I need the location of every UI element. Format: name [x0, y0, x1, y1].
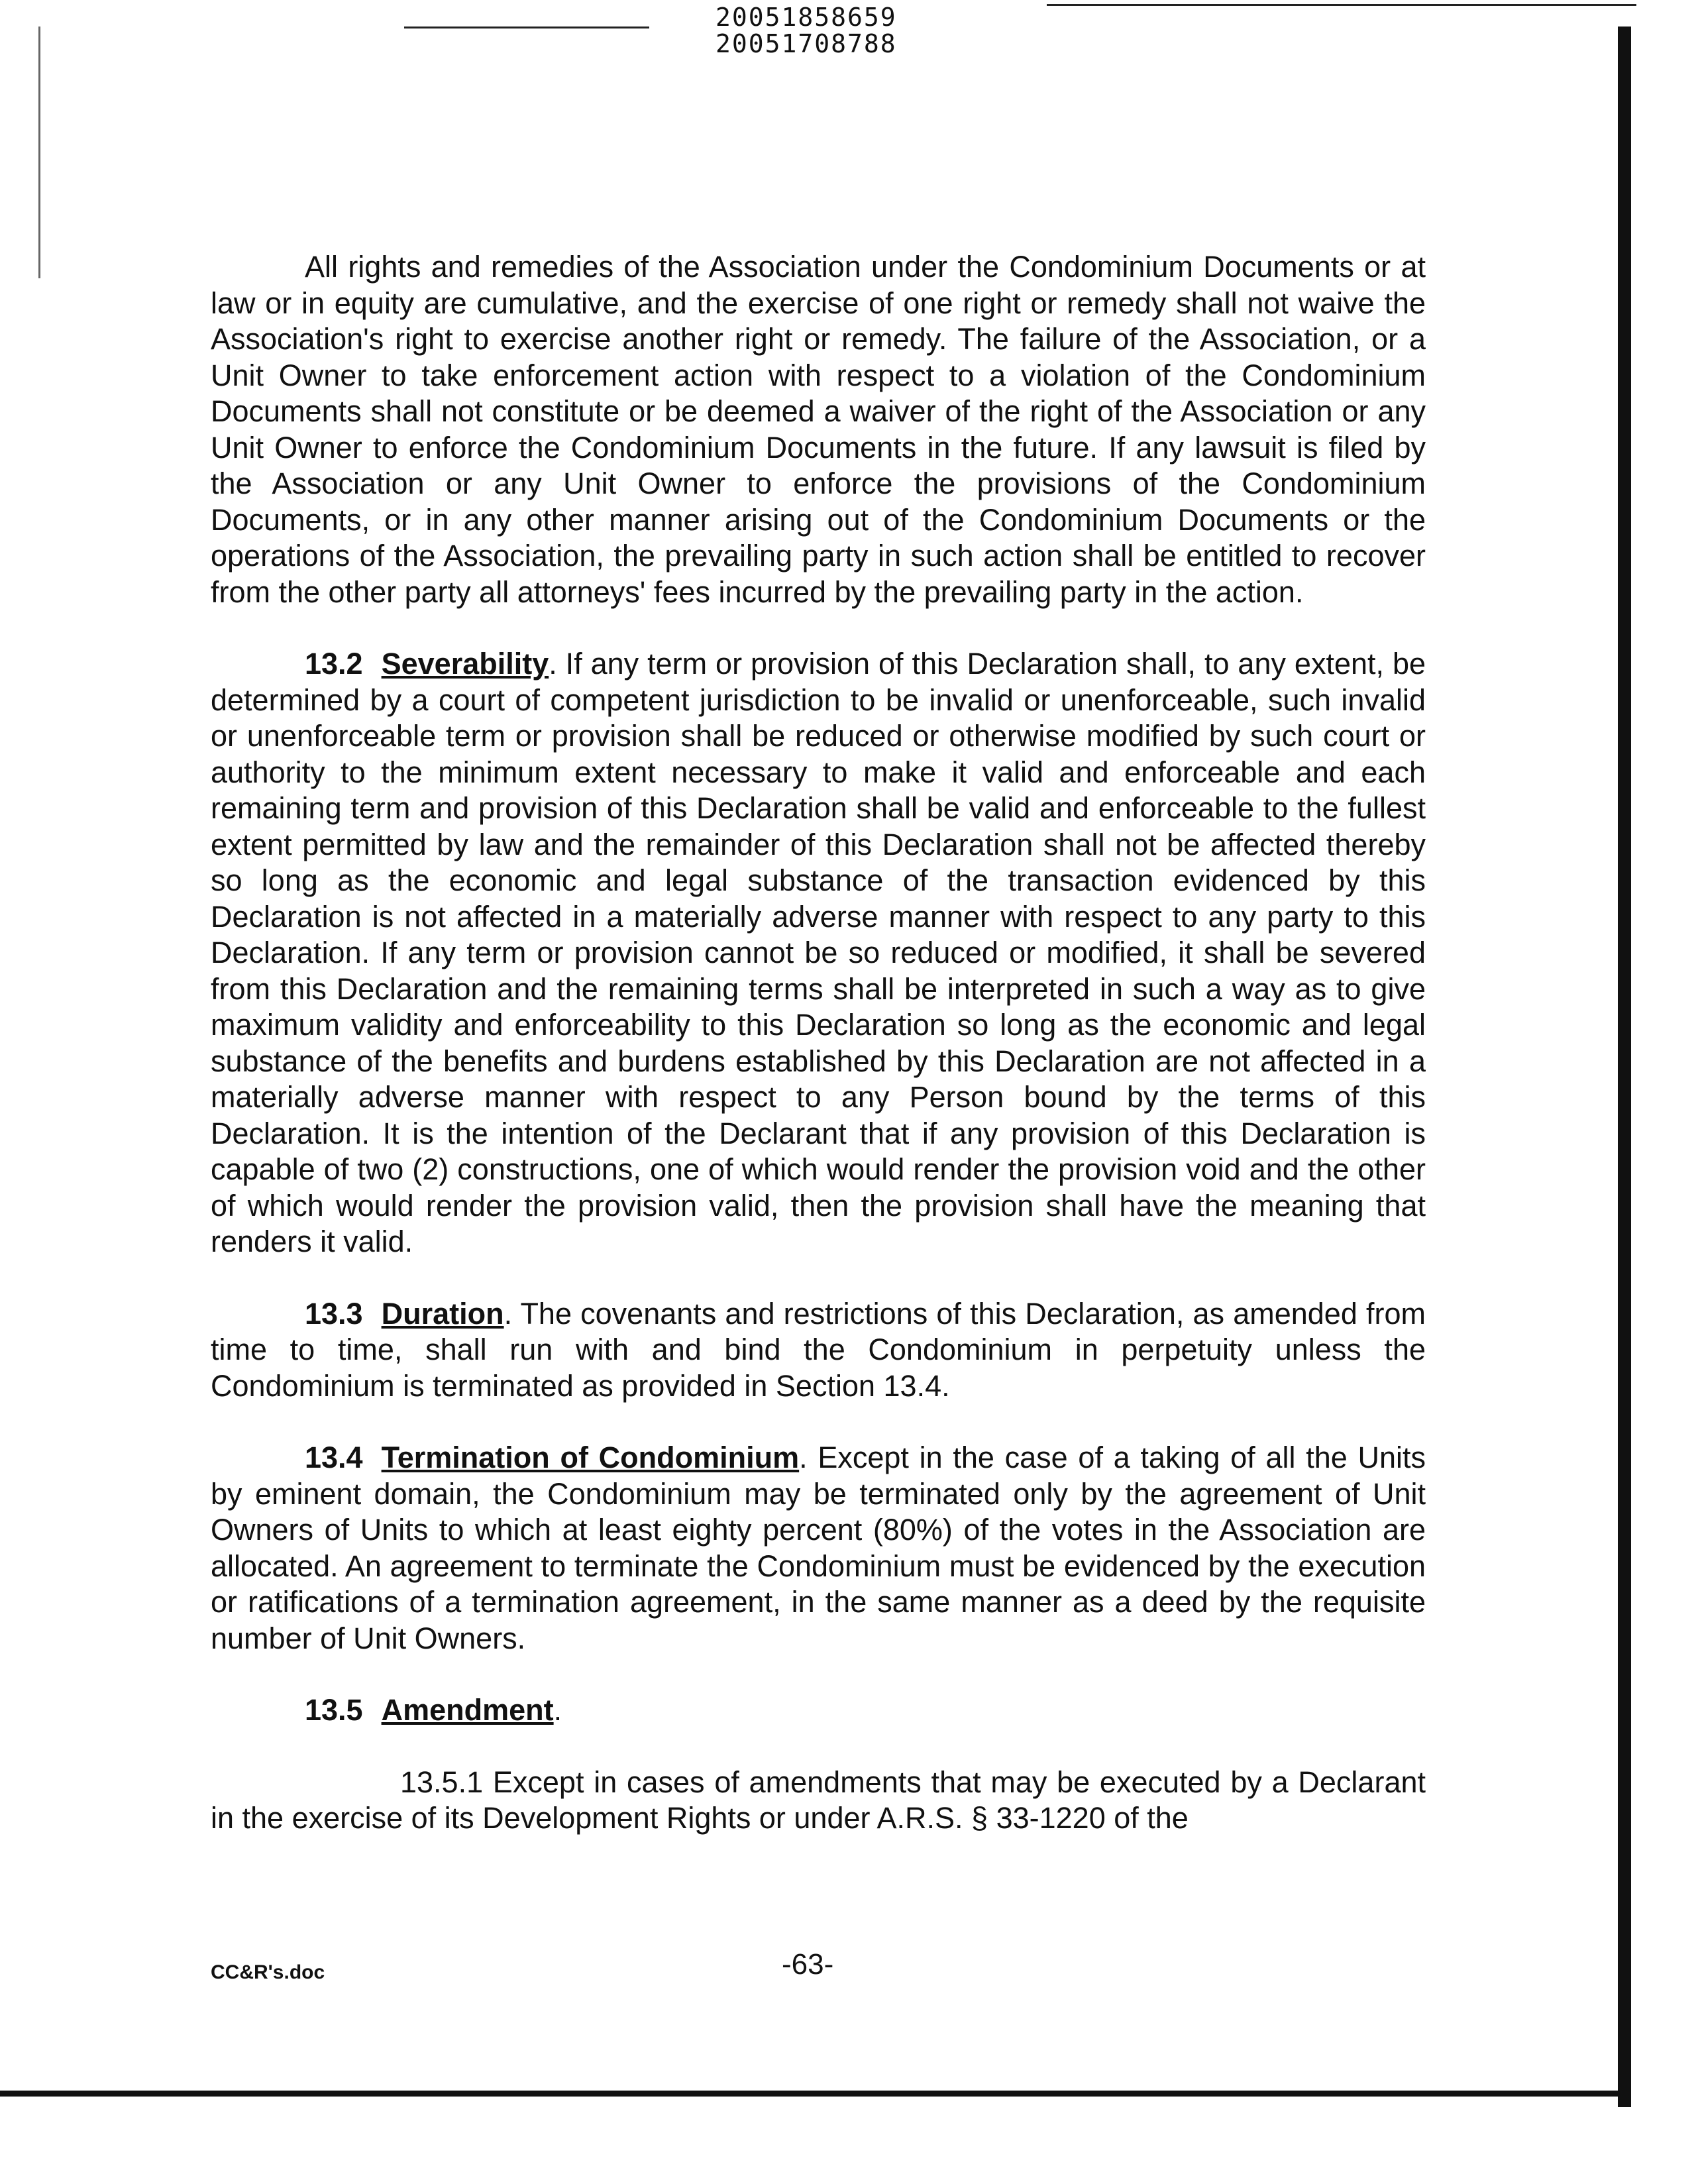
section-text: . Except in the case of a taking of all the Units by eminent domain, the Condominium may be terminated only by the agreement of Unit Owners of Units to which at least eighty percent (80%) of the votes in the Association are allocated. An agreement to terminate the Condominium must be evidenced by the execution or ratifications of a termination agreement, in the same manner as a deed by the requisite number of Unit Owners.	[211, 1441, 1426, 1655]
scan-border-bottom	[0, 2091, 1631, 2097]
scan-edge-line	[404, 27, 649, 28]
scan-edge-line	[38, 27, 40, 278]
section-13-4	[211, 1440, 1426, 1657]
recording-number: 20051858659	[716, 3, 897, 32]
section-text: . If any term or provision of this Declaration shall, to any extent, be determined by a court of competent jurisdiction to be invalid or unenforceable, such invalid or unenforceable term or provision shall be reduced or otherwise modified by such court or authority to the minimum extent necessary to make it valid and enforceable and each remaining term and provision of this Declaration shall be valid and enforceable to the fullest extent permitted by law and the remainder of this Declaration shall not be affected thereby so long as the economic and legal substance of the transaction evidenced by this Declaration is not affected in a materially adverse manner with respect to any party to this Declaration. If any term or provision cannot be so reduced or modified, it shall be severed from this Declaration and the remaining terms shall be interpreted in such a way as to give maximum validity and enforceability to this Declaration so long as the economic and legal substance of the benefits and burdens established by this Declaration are not affected in a materially adverse manner with respect to any Person bound by the terms of this Declaration. It is the intention of the Declarant that if any provision of this Declaration is capable of two (2) constructions, one of which would render the provision void and the other of which would render the provision valid, then the provision shall have the meaning that renders it valid.	[211, 647, 1426, 1258]
footer-file-name: CC&R's.doc	[211, 1961, 325, 1983]
section-number: 13.2	[305, 647, 363, 681]
section-title: Amendment	[381, 1693, 554, 1727]
document-body	[211, 249, 1426, 1873]
section-number: 13.3	[305, 1296, 363, 1331]
page-number: -63-	[782, 1948, 834, 1981]
section-text: .	[553, 1693, 562, 1727]
scan-border-right	[1618, 27, 1631, 2107]
section-13-3	[211, 1296, 1426, 1405]
subsection-13-5-1: 13.5.1 Except in cases of amendments that may be executed by a Declarant in the exercise of its Development Rights or under A.R.S. § 33-1220 of the	[211, 1765, 1426, 1835]
section-13-5	[211, 1692, 1426, 1729]
scan-edge-line	[1047, 4, 1636, 6]
section-number: 13.5	[305, 1693, 363, 1727]
section-title: Termination of Condominium	[381, 1441, 800, 1474]
section-number: 13.4	[305, 1441, 363, 1474]
recording-number: 20051708788	[716, 29, 897, 58]
section-title: Severability	[381, 647, 549, 681]
section-title: Duration	[381, 1296, 504, 1331]
section-13-2	[211, 646, 1426, 1260]
paragraph-remedies: All rights and remedies of the Association under the Condominium Documents or at law or in equity are cumulative, and the exercise of one right or remedy shall not waive the Association's right to exercise another right or remedy. The failure of the Association, or a Unit Owner to take enforcement action with respect to a violation of the Condominium Documents shall not constitute or be deemed a waiver of the right of the Association or any Unit Owner to enforce the Condominium Documents in the future. If any lawsuit is filed by the Association or any Unit Owner to enforce the provisions of the Condominium Documents, or in any other manner arising out of the Condominium Documents or the operations of the Association, the prevailing party in such action shall be entitled to recover from the other party all attorneys' fees incurred by the prevailing party in the action.	[211, 250, 1426, 609]
recording-numbers	[716, 4, 897, 57]
section-text: . The covenants and restrictions of this Declaration, as amended from time to time, shall run with and bind the Condominium in perpetuity unless the Condominium is terminated as provided in Section 13.4.	[211, 1296, 1426, 1403]
